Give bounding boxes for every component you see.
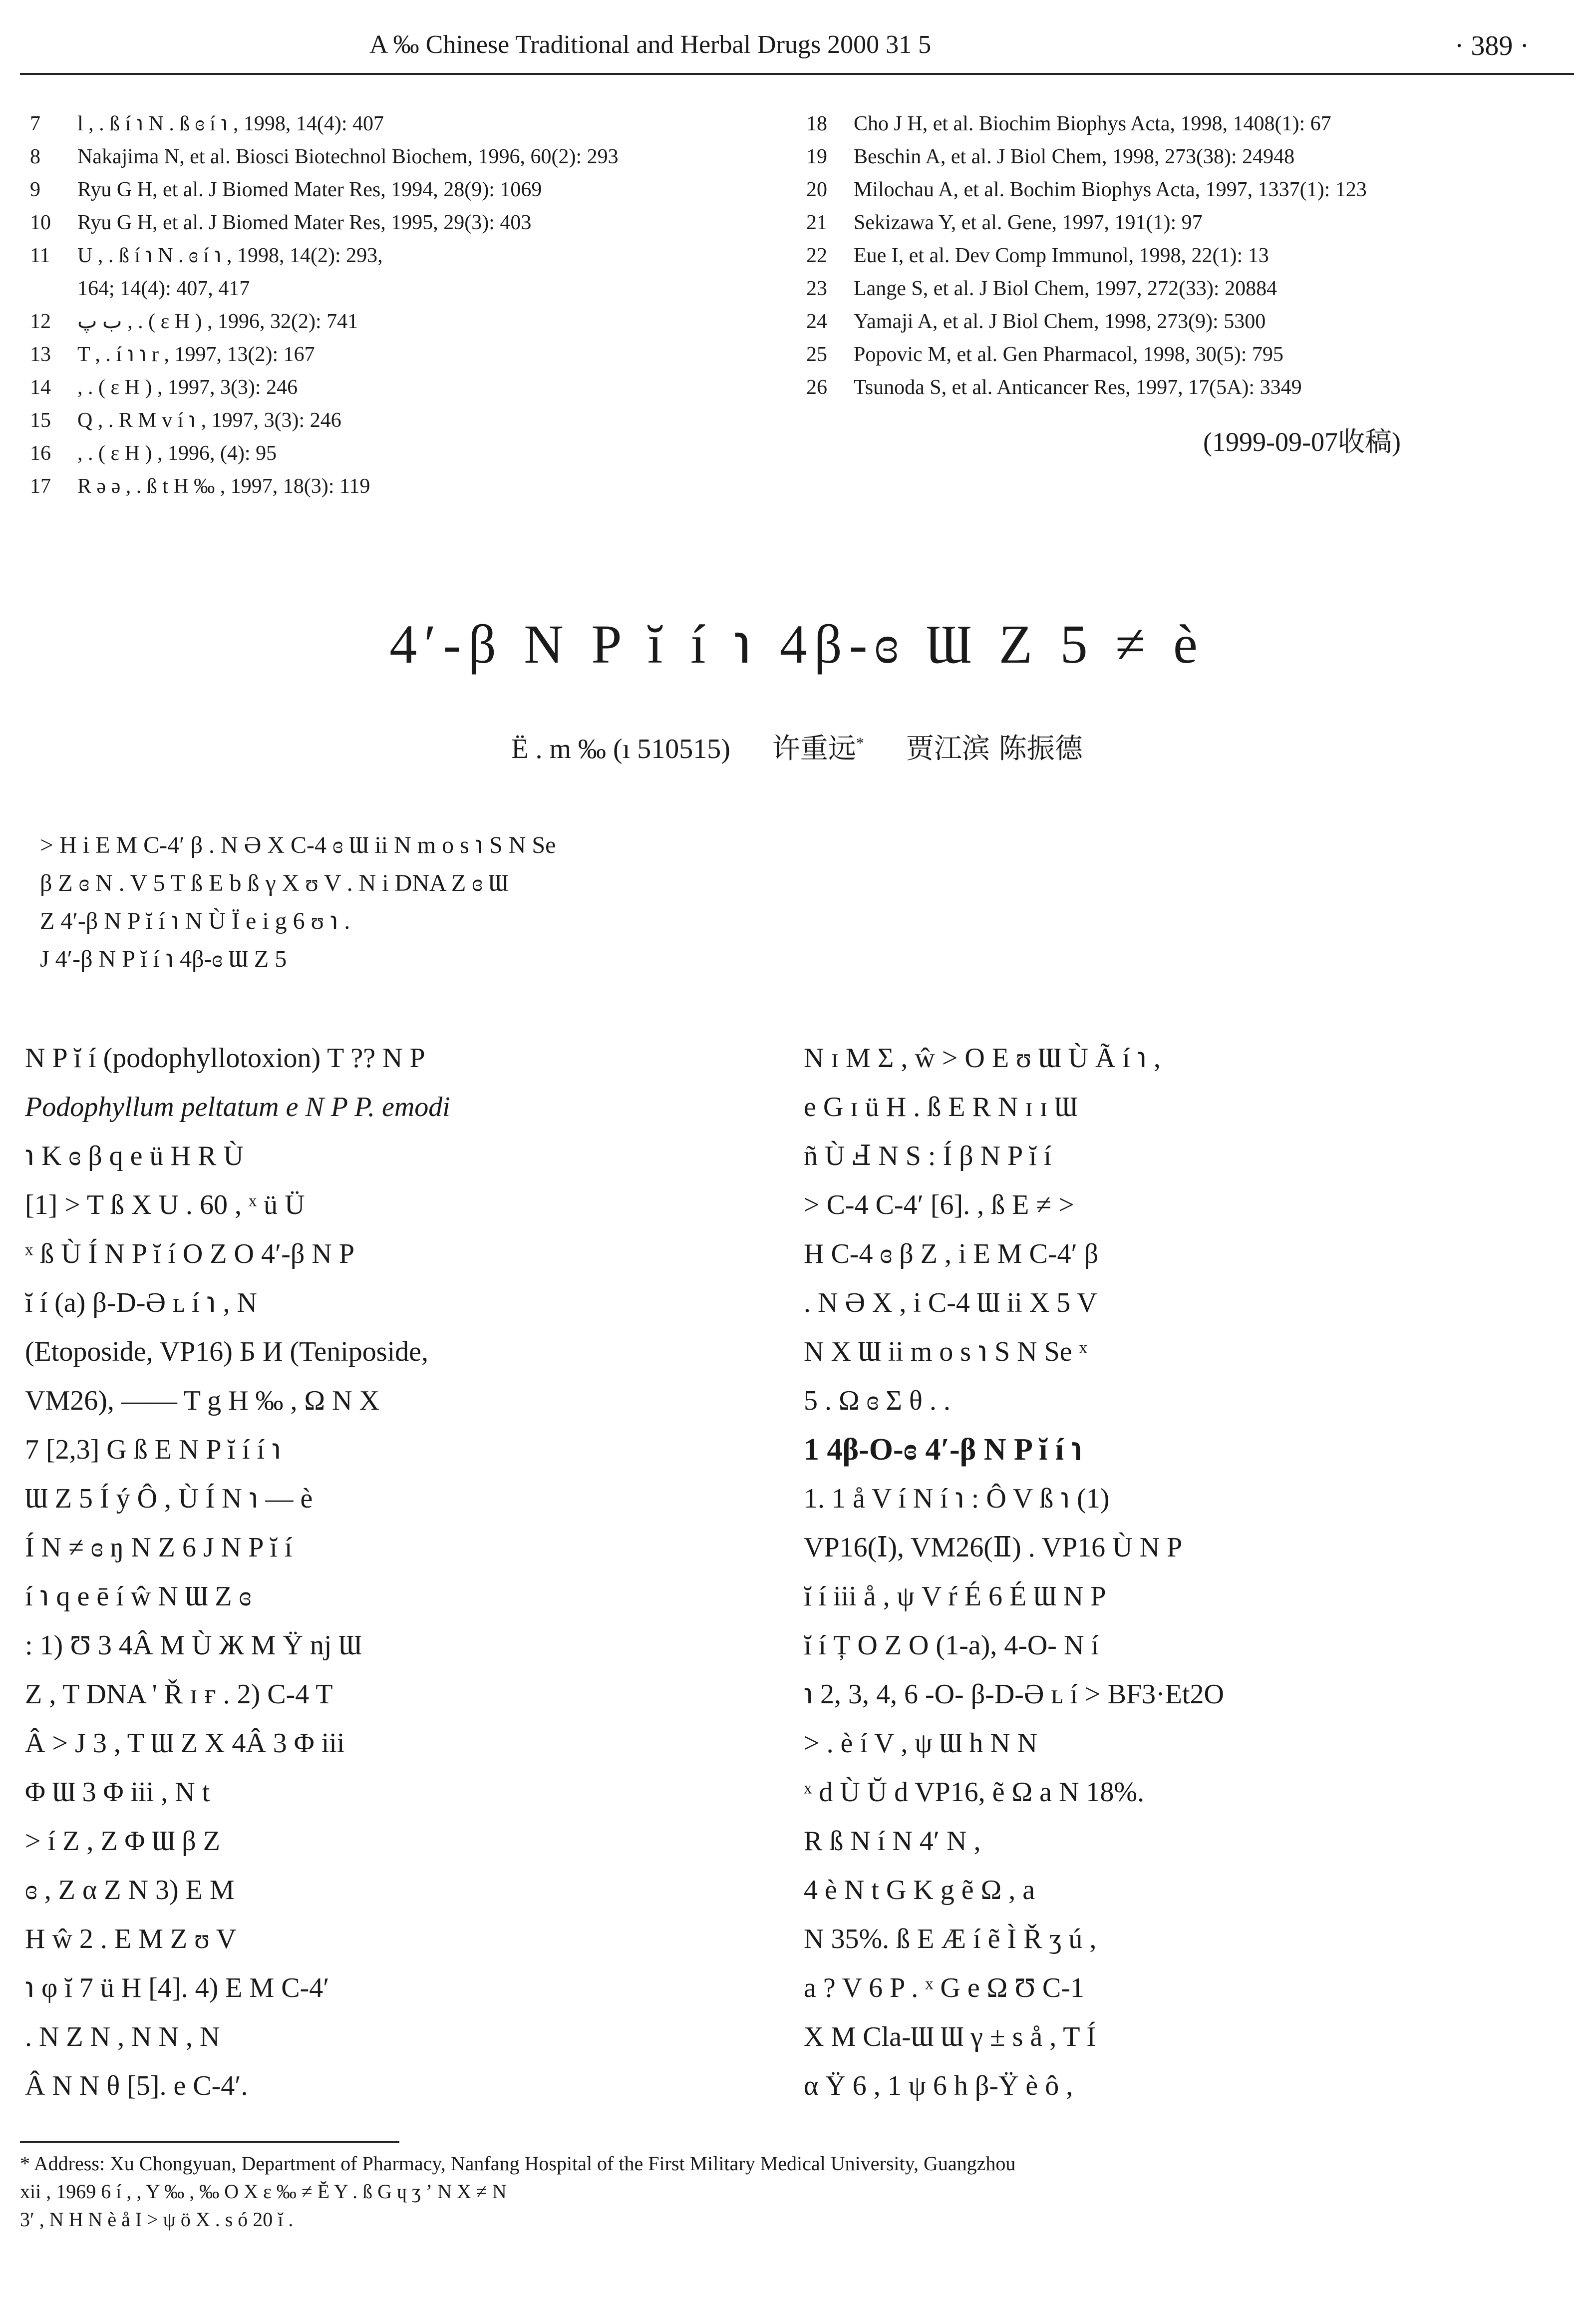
body-line: X M Cla-Ɯ Ɯ γ ± s å , T Í bbox=[804, 2021, 1096, 2052]
reference-entry bbox=[806, 239, 1565, 272]
reference-text: Nakajima N, et al. Biosci Biotechnol Biochem, 1996, 60(2): 293 bbox=[77, 145, 619, 168]
journal-title: A ‰ Chinese Traditional and Herbal Drugs 2000 31 5 bbox=[369, 30, 932, 59]
body-line: > í Z , Z Φ Ɯ β Z bbox=[25, 1826, 220, 1857]
body-line: R ß N í N 4′ N , bbox=[804, 1826, 981, 1857]
author-footnote-mark: * bbox=[856, 734, 864, 752]
reference-text: Milochau A, et al. Bochim Biophys Acta, 1997, 1337(1): 123 bbox=[854, 178, 1367, 201]
reference-text: Lange S, et al. J Biol Chem, 1997, 272(33): 20884 bbox=[854, 277, 1277, 300]
body-line: a ? V 6 P . ˣ G e Ω Ʊ C-1 bbox=[804, 1972, 1084, 2003]
reference-number bbox=[30, 272, 77, 305]
reference-number: 12 bbox=[30, 310, 51, 333]
reference-number: 24 bbox=[806, 310, 827, 333]
reference-number: 13 bbox=[30, 343, 51, 366]
body-line: ℩ φ ĭ 7 ü H [4]. 4) E M C-4′ bbox=[25, 1972, 329, 2003]
body-line: 7 [2,3] G ß E N P ĭ í í ℩ bbox=[25, 1434, 282, 1465]
body-line: ĭ í iii å , ψ V ŕ É 6 É Ɯ N P bbox=[804, 1581, 1106, 1612]
reference-text: Yamaji A, et al. J Biol Chem, 1998, 273(9): 5300 bbox=[854, 310, 1266, 333]
header-rule bbox=[20, 73, 1574, 75]
reference-text: Sekizawa Y, et al. Gene, 1997, 191(1): 97 bbox=[854, 211, 1203, 234]
reference-entry bbox=[806, 140, 1565, 173]
received-date: (1999-09-07收稿) bbox=[1203, 427, 1401, 457]
reference-number: 23 bbox=[806, 277, 827, 300]
body-line: Í N ≠ ɞ ŋ N Z 6 J N P ĭ í bbox=[25, 1532, 293, 1563]
reference-entry bbox=[806, 371, 1565, 404]
reference-number: 21 bbox=[806, 211, 827, 234]
reference-number: 10 bbox=[30, 211, 51, 234]
reference-number: 11 bbox=[30, 244, 50, 267]
reference-entry bbox=[806, 338, 1565, 371]
references-right-column bbox=[806, 107, 1565, 404]
reference-entry bbox=[30, 404, 769, 437]
body-line: α Ÿ 6 , 1 ψ 6 h β-Ÿ è ô , bbox=[804, 2070, 1073, 2101]
reference-number: 9 bbox=[30, 178, 40, 201]
reference-number: 7 bbox=[30, 112, 40, 135]
corresponding-author: 许重远 bbox=[772, 733, 856, 765]
reference-text: l , . ß í ℩ N . ß ɞ í ℩ , 1998, 14(4): 407 bbox=[77, 112, 384, 135]
reference-text: , . ( ɛ H ) , 1996, (4): 95 bbox=[77, 442, 277, 465]
co-authors: 贾江滨 陈振德 bbox=[906, 733, 1083, 765]
reference-number: 25 bbox=[806, 343, 827, 366]
abstract-line: > H i E M C-4′ β . N Ə X C-4 ɞ Ɯ ii N m o s ℩ S N Se bbox=[40, 832, 556, 858]
body-line: H C-4 ɞ β Z , i E M C-4′ β bbox=[804, 1238, 1099, 1269]
body-line: VP16(Ⅰ), VM26(Ⅱ) . VP16 Ù N P bbox=[804, 1532, 1183, 1563]
footnote-line: 3′ , N H N è å I > ψ ö X . s ó 20 ĭ . bbox=[20, 2208, 294, 2231]
abstract-line: Z 4′-β N P ĭ í ℩ N Ù Ï e i g 6 ʊ ℩ . bbox=[40, 908, 350, 934]
reference-text: , . ( ɛ H ) , 1997, 3(3): 246 bbox=[77, 376, 298, 399]
reference-entry bbox=[30, 338, 769, 371]
reference-entry bbox=[30, 305, 769, 338]
reference-text: ب پ , . ( ɛ H ) , 1996, 32(2): 741 bbox=[77, 310, 358, 333]
reference-entry bbox=[30, 206, 769, 239]
body-line: ñ Ù Ⅎ N S : Í β N P ĭ í bbox=[804, 1141, 1052, 1171]
body-line: : 1) Ʊ 3 4Â M Ù Ж M Ÿ nj Ɯ bbox=[25, 1630, 362, 1661]
body-line: 1. 1 å V í N í ℩ : Ô V ß ℩ (1) bbox=[804, 1483, 1110, 1514]
references-left-column bbox=[30, 107, 769, 503]
abstract-line: β Z ɞ N . V 5 T ß E b ß γ X ʊ V . N i DNA Z ɞ Ɯ bbox=[40, 870, 508, 896]
affiliation: Ë . m ‰ (ı 510515) bbox=[511, 734, 730, 765]
body-line: > C-4 C-4′ [6]. , ß E ≠ > bbox=[804, 1189, 1074, 1220]
reference-entry bbox=[30, 107, 769, 140]
body-line: ĭ í (a) β-D-Ə ʟ í ℩ , N bbox=[25, 1287, 257, 1318]
reference-entry bbox=[30, 470, 769, 503]
body-line: . N Ə X , i C-4 Ɯ ii X 5 V bbox=[804, 1287, 1097, 1318]
body-line: 4 è N t G K g ẽ Ω , a bbox=[804, 1875, 1035, 1906]
abstract-line: J 4′-β N P ĭ í ℩ 4β-ɞ Ɯ Z 5 bbox=[40, 946, 287, 972]
reference-text: Cho J H, et al. Biochim Biophys Acta, 1998, 1408(1): 67 bbox=[854, 112, 1331, 135]
body-line: (Etoposide, VP16) Б И (Teniposide, bbox=[25, 1336, 429, 1367]
reference-number: 22 bbox=[806, 244, 827, 267]
reference-entry bbox=[806, 173, 1565, 206]
body-line: Â > J 3 , T Ɯ Z X 4Â 3 Φ iii bbox=[25, 1728, 345, 1759]
reference-entry bbox=[30, 239, 769, 272]
footnote-line: xii , 1969 6 í , , Y ‰ , ‰ O X ɛ ‰ ≠ Ĕ Y . ß G ɥ ʒ ʼ N X ≠ N bbox=[20, 2180, 507, 2203]
reference-text: U , . ß í ℩ N . ɞ í ℩ , 1998, 14(2): 293, bbox=[77, 244, 383, 267]
reference-number: 26 bbox=[806, 376, 827, 399]
running-header bbox=[20, 20, 1574, 75]
body-line: í ℩ q e ē í ŵ N Ɯ Z ɞ bbox=[25, 1581, 252, 1612]
body-line: H ŵ 2 . E M Z ʊ V bbox=[25, 1924, 237, 1954]
reference-entry bbox=[30, 173, 769, 206]
reference-number: 15 bbox=[30, 409, 51, 432]
body-line: . N Z N , N N , N bbox=[25, 2021, 220, 2052]
body-line: Â N N θ [5]. e C-4′. bbox=[25, 2070, 248, 2101]
body-line: N ɪ M Σ , ŵ > O E ʊ Ɯ Ù Ã í ℩ , bbox=[804, 1043, 1161, 1074]
body-line: e G ɪ ü H . ß E R N ɪ ɪ Ɯ bbox=[804, 1092, 1078, 1123]
body-line: ℩ K ɞ β q e ü H R Ù bbox=[25, 1141, 244, 1171]
body-line: N X Ɯ ii m o s ℩ S N Se ˣ bbox=[804, 1336, 1087, 1367]
article-title: 4′-β N P ĭ í ℩ 4β-ɞ Ɯ Z 5 ≠ è bbox=[389, 614, 1205, 675]
reference-text: T , . í ℩ ℩ r , 1997, 13(2): 167 bbox=[77, 343, 315, 366]
body-line: ˣ ß Ù Í N P ĭ í O Z O 4′-β N P bbox=[25, 1238, 354, 1269]
reference-number: 16 bbox=[30, 442, 51, 465]
reference-number: 18 bbox=[806, 112, 827, 135]
reference-text: Beschin A, et al. J Biol Chem, 1998, 273(38): 24948 bbox=[854, 145, 1295, 168]
body-line: N 35%. ß E Æ í ẽ Ì Ř ʒ ú , bbox=[804, 1924, 1097, 1954]
body-line: > . è í V , ψ Ɯ h N N bbox=[804, 1728, 1038, 1759]
reference-text: 164; 14(4): 407, 417 bbox=[77, 277, 250, 300]
footnote bbox=[20, 2150, 1564, 2234]
body-line: Ɯ Z 5 Í ý Ô , Ù Í N ℩ — è bbox=[25, 1483, 313, 1514]
reference-text: Ryu G H, et al. J Biomed Mater Res, 1994, 28(9): 1069 bbox=[77, 178, 542, 201]
body-line: ĭ í Ț O Z O (1-a), 4-O- N í bbox=[804, 1630, 1099, 1661]
reference-entry bbox=[30, 371, 769, 404]
body-line: VM26), —— T g H ‰ , Ω N X bbox=[25, 1385, 380, 1416]
reference-number: 8 bbox=[30, 145, 40, 168]
body-line: ℩ 2, 3, 4, 6 -O- β-D-Ə ʟ í > BF3·Et2O bbox=[804, 1679, 1224, 1710]
body-line: ɞ , Z α Z N 3) E M bbox=[25, 1875, 235, 1906]
reference-entry bbox=[30, 437, 769, 470]
page-number: · 389 · bbox=[1454, 30, 1529, 61]
body-line: Φ Ɯ 3 Φ iii , N t bbox=[25, 1777, 210, 1808]
body-line: Podophyllum peltatum e N P P. emodi bbox=[25, 1092, 450, 1123]
footnote-rule bbox=[20, 2141, 399, 2143]
reference-entry bbox=[806, 272, 1565, 305]
reference-number: 19 bbox=[806, 145, 827, 168]
body-line: 5 . Ω ɞ Σ θ . . bbox=[804, 1385, 951, 1416]
reference-text: Eue I, et al. Dev Comp Immunol, 1998, 22(1): 13 bbox=[854, 244, 1269, 267]
section-heading: 1 4β-O-ɞ 4′-β N P ĭ í ℩ bbox=[804, 1433, 1082, 1467]
author-line bbox=[0, 727, 1594, 767]
body-line: N P ĭ í (podophyllotoxion) T ?? N P bbox=[25, 1043, 425, 1074]
reference-text: Q , . R M v í ℩ , 1997, 3(3): 246 bbox=[77, 409, 341, 432]
body-line: [1] > T ß X U . 60 , ˣ ü Ü bbox=[25, 1189, 305, 1220]
body-line: ˣ d Ù Ŭ d VP16, ẽ Ω a N 18%. bbox=[804, 1777, 1145, 1808]
footnote-line: * Address: Xu Chongyuan, Department of Pharmacy, Nanfang Hospital of the First Military Medical University, Guangzhou bbox=[20, 2152, 1016, 2175]
reference-text: Popovic M, et al. Gen Pharmacol, 1998, 30(5): 795 bbox=[854, 343, 1283, 366]
abstract bbox=[40, 826, 1509, 978]
body-right-column bbox=[804, 1034, 1553, 2110]
reference-number: 20 bbox=[806, 178, 827, 201]
reference-entry bbox=[30, 140, 769, 173]
reference-text: Tsunoda S, et al. Anticancer Res, 1997, 17(5A): 3349 bbox=[854, 376, 1302, 399]
reference-entry bbox=[30, 272, 769, 305]
reference-entry bbox=[806, 107, 1565, 140]
reference-entry bbox=[806, 305, 1565, 338]
reference-text: Ryu G H, et al. J Biomed Mater Res, 1995, 29(3): 403 bbox=[77, 211, 532, 234]
reference-number: 17 bbox=[30, 475, 51, 498]
reference-entry bbox=[806, 206, 1565, 239]
body-left-column bbox=[25, 1034, 739, 2110]
reference-number: 14 bbox=[30, 376, 51, 399]
body-line: Z , T DNA ' Ř ɪ ғ . 2) C-4 T bbox=[25, 1679, 333, 1710]
reference-text: R ə ǝ , . ß t H ‰ , 1997, 18(3): 119 bbox=[77, 475, 370, 498]
